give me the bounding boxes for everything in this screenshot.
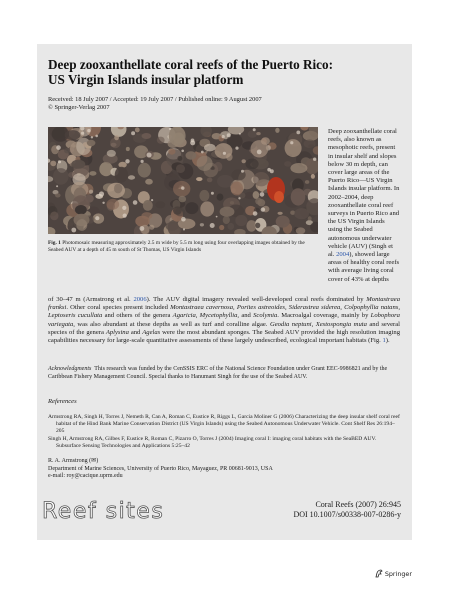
journal-info [293, 500, 401, 520]
species-name: Montastraea franksi [48, 296, 400, 312]
body-text: , was also abundant at these depths as well as turf and coralline algae. [73, 320, 268, 328]
author-affiliation: Department of Marine Sciences, University of Puerto Rico, Mayaguez, PR 00681-9013, USA [48, 465, 273, 472]
author-email[interactable]: e-mail: roy@cacique.uprm.edu [48, 473, 123, 480]
body-text: and others of the genera [104, 312, 171, 320]
species-name: Lobophora variegata [48, 312, 400, 328]
figure-caption-text: Photomosaic measuring approximately 2.5 m wide by 5.5 m long using four overlapping images obtained by the Seabed AUV at a depth of 45 m south of St Thomas, US Virgin Islands [48, 240, 305, 253]
body-text: ). The AUV digital imagery revealed well-developed coral reefs dominated by [146, 296, 364, 303]
citation-link-armstrong[interactable]: 2006 [133, 296, 147, 303]
reef-sites-wordmark [40, 495, 170, 525]
author-name: R. A. Armstrong (✉) [48, 458, 99, 464]
body-text: ). [385, 337, 390, 345]
journal-doi[interactable]: DOI 10.1007/s00338-007-0286-y [293, 510, 401, 519]
reef-sites-wordmark-text: Reef sites [42, 499, 165, 524]
coral-photomosaic [48, 127, 318, 234]
species-name: Aplysina [105, 328, 129, 336]
figure-label: Fig. 1 [48, 240, 61, 246]
article-title [48, 57, 388, 87]
figure-caption [48, 240, 318, 254]
body-side-column [328, 128, 400, 284]
reef-photo-image [48, 127, 318, 234]
body-text: . Other coral species present included [66, 304, 168, 312]
title-line-2: US Virgin Islands insular platform [48, 72, 244, 87]
springer-horse-icon [375, 569, 383, 578]
reference-item: Armstrong RA, Singh H, Torres J, Nemeth R, Can A, Roman C, Eustice R, Riggs L, Garcia Moliner G (2006) Characterizing the deep insular shelf coral reef habitat of the Hind Bank Marine Conservation District (US Virgin Islands) using the Seabed Autonomous Underwater Vehicle. Cont Shelf Res 26:194–205 [48, 414, 400, 434]
acknowledgments-label: Acknowledgments [48, 366, 92, 372]
species-name: Scolymia [253, 312, 278, 320]
body-text: and several species of the genera [48, 320, 400, 336]
body-continuation [48, 296, 400, 345]
body-text: were the most abundant sponges. The Seabed AUV provided the high resolution imaging capabilities necessary for large-scale quantitative assessments of these largely undescribed, ecological important habitats (Fig. [48, 328, 400, 345]
species-name: Geodia neptuni, Xestospongia muta [269, 320, 367, 328]
title-line-1: Deep zooxanthellate coral reefs of the Puerto Rico: [48, 57, 334, 72]
received-accepted-published: Received: 18 July 2007 / Accepted: 19 July 2007 / Published online: 9 August 2007 [48, 96, 262, 103]
article-dates [48, 96, 378, 112]
reference-item: Singh H, Armstrong RA, Gilbes F, Eustice R, Roman C, Pizarro O, Torres J (2004) Imaging coral I: imaging coral habitats with the SeaBED AUV. Subsurface Sensing Technologies and Applications 5:25–42 [48, 436, 377, 449]
side-text-end: ), showed large areas of healthy coral reefs with average living coral cover of 43% at depths [328, 251, 400, 283]
citation-link-singh[interactable]: 2004 [336, 251, 350, 259]
springer-label: Springer [384, 569, 412, 578]
copyright: © Springer-Verlag 2007 [48, 104, 110, 111]
references-heading: References [48, 398, 77, 405]
species-name: Montastraea cavernosa, Porites astreoides, Siderastrea siderea, Colpophyllia natans, Leptoseris cucullata [48, 304, 400, 320]
references-list [48, 414, 400, 451]
body-text: and [130, 328, 141, 336]
side-text: Deep zooxanthellate coral reefs, also known as mesophotic reefs, present in insular shelf and slopes below 30 m depth, can cover large areas of the Puerto Rico—US Virgin Islands insular platform. In 2002–2004, deep zooxanthellate coral reef surveys in Puerto Rico and the US Virgin Islands using the Seabed autonomous underwater vehicle (AUV) (Singh et al. [328, 128, 400, 259]
species-name: Agelas [142, 328, 161, 336]
body-text: . Macroalgal coverage, mainly by [277, 312, 369, 320]
body-text: and [241, 312, 251, 320]
acknowledgments-text: This research was funded by the CenSSIS ERC of the National Science Foundation under Grant EEC-9986821 and by the Caribbean Fishery Management Council. Special thanks to Hanumant Singh for the use of the Seabed AUV. [48, 366, 388, 380]
body-text: of 30–47 m (Armstrong et al. [48, 296, 131, 303]
species-name: Agaricia, Mycetophyllia, [172, 312, 240, 320]
springer-logo [375, 569, 412, 578]
author-block [48, 458, 400, 481]
journal-citation: Coral Reefs (2007) 26:945 [315, 500, 401, 509]
acknowledgments [48, 366, 400, 381]
figure-ref-link[interactable]: 1 [382, 337, 386, 345]
